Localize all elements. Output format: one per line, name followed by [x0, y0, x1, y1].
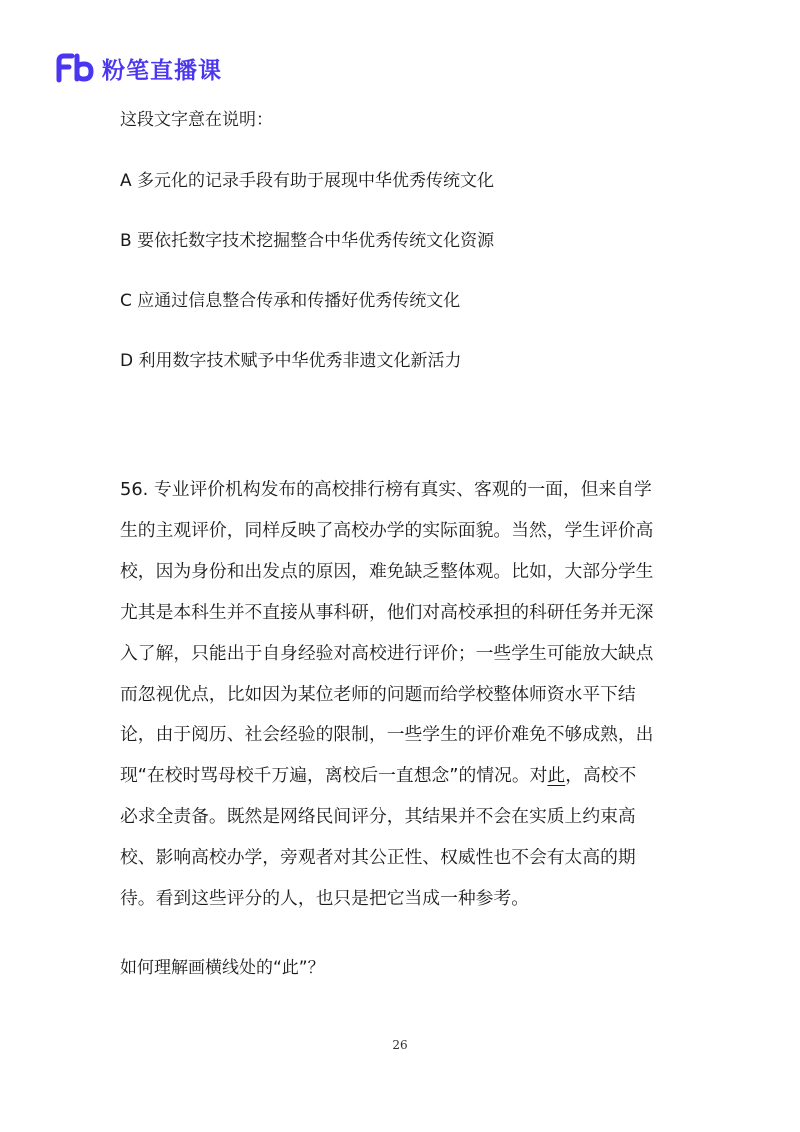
option-c: C 应通过信息整合传承和传播好优秀传统文化 [120, 291, 461, 311]
passage-text: ，高校不 [565, 765, 637, 787]
passage-line: 待。看到这些评分的人，也只是把它当成一种参考。 [120, 888, 529, 910]
passage-line: 尤其是本科生并不直接从事科研，他们对高校承担的科研任务并无深 [120, 601, 654, 623]
passage-line: 论，由于阅历、社会经验的限制，一些学生的评价难免不够成熟，出 [120, 724, 654, 746]
option-b: B 要依托数字技术挖掘整合中华优秀传统文化资源 [120, 231, 495, 251]
question-stem: 这段文字意在说明： [120, 110, 273, 130]
passage-line: 入了解，只能出于自身经验对高校进行评价；一些学生可能放大缺点 [120, 642, 654, 664]
brand-name: 粉笔直播课 [102, 57, 222, 84]
underlined-word: 此 [547, 765, 566, 787]
question-prompt: 如何理解画横线处的“此”？ [120, 958, 325, 978]
passage-line: 生的主观评价，同样反映了高校办学的实际面貌。当然，学生评价高 [120, 519, 654, 541]
passage-line: 而忽视优点，比如因为某位老师的问题而给学校整体师资水平下结 [120, 683, 636, 705]
question-56-passage [120, 470, 685, 920]
brand-header [56, 50, 222, 86]
page-number: 26 [392, 1038, 408, 1052]
option-d: D 利用数字技术赋予中华优秀非遗文化新活力 [120, 351, 462, 371]
passage-line: 校、影响高校办学，旁观者对其公正性、权威性也不会有太高的期 [120, 847, 636, 869]
passage-line: 校，因为身份和出发点的原因，难免缺乏整体观。比如，大部分学生 [120, 560, 654, 582]
passage-line: 56. 专业评价机构发布的高校排行榜有真实、客观的一面，但来自学 [120, 479, 652, 500]
passage-line [120, 756, 685, 797]
passage-line: 必求全责备。既然是网络民间评分，其结果并不会在实质上约束高 [120, 806, 636, 828]
fb-logo-icon [56, 53, 96, 83]
passage-text: 现“在校时骂母校千万遍，离校后一直想念”的情况。对 [120, 765, 548, 787]
option-a: A 多元化的记录手段有助于展现中华优秀传统文化 [120, 171, 495, 191]
